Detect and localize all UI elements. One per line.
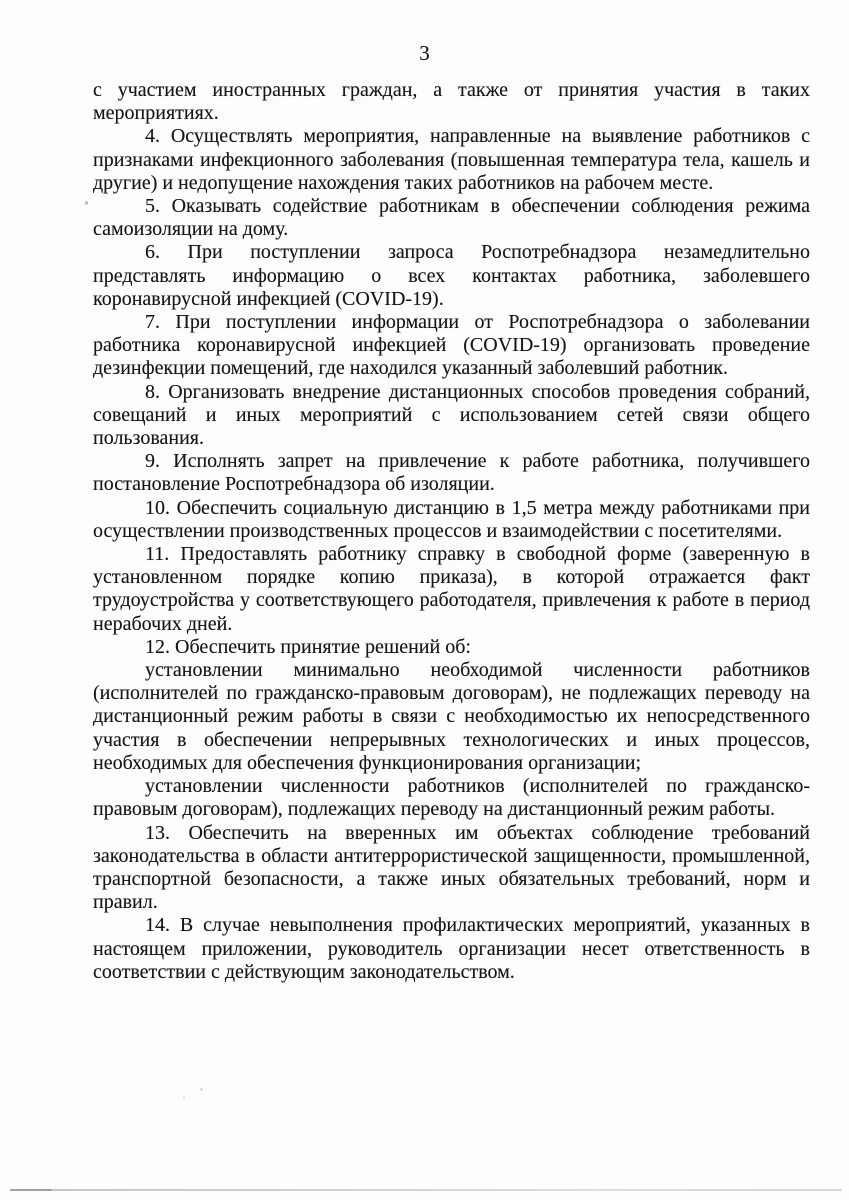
scan-speck [85, 201, 88, 205]
paragraph-item-8: 8. Организовать внедрение дистанционных способов проведения собраний, совещаний и иных мероприятий с использованием сетей связи общего пользования. [93, 380, 810, 450]
scan-speck [183, 1096, 185, 1099]
paragraph-item-9: 9. Исполнять запрет на привлечение к работе работника, получившего постановление Роспотребнадзора об изоляции. [93, 450, 810, 496]
paragraph-item-12-sub-2: установлении численности работников (исполнителей по гражданско-правовым договорам), подлежащих переводу на дистанционный режим работы. [93, 775, 810, 821]
paragraph-item-5: 5. Оказывать содействие работникам в обеспечении соблюдения режима самоизоляции на дому. [93, 195, 810, 241]
scan-speck [200, 1088, 203, 1091]
page-number: 3 [419, 41, 430, 65]
paragraph-item-4: 4. Осуществлять мероприятия, направленные на выявление работников с признаками инфекционного заболевания (повышенная температура тела, кашель и другие) и недопущение нахождения таких работников на рабочем месте. [93, 125, 810, 194]
paragraph-item-13: 13. Обеспечить на вверенных им объектах соблюдение требований законодательства в области антитеррористической защищенности, промышленной, транспортной безопасности, а также иных обязательных требований, норм и правил. [93, 821, 810, 914]
document-body [93, 79, 810, 984]
paragraph-item-6: 6. При поступлении запроса Роспотребнадзора незамедлительно представлять информацию о всех контактах работника, заболевшего коронавирусной инфекцией (COVID-19). [93, 241, 810, 310]
paragraph-item-14: 14. В случае невыполнения профилактических мероприятий, указанных в настоящем приложении, руководитель организации несет ответственность в соответствии с действующим законодательством. [93, 914, 810, 983]
paragraph-item-12: 12. Обеспечить принятие решений об: [145, 635, 471, 658]
paragraph-item-7: 7. При поступлении информации от Роспотребнадзора о заболевании работника коронавирусной инфекцией (COVID-19) организовать проведение дезинфекции помещений, где находился указанный заболевший работник. [93, 311, 810, 380]
scan-edge-artifact [10, 1189, 842, 1191]
paragraph-item-11: 11. Предоставлять работнику справку в свободной форме (заверенную в установленном порядке копию приказа), в которой отражается факт трудоустройства у соответствующего работодателя, привлечения к работе в период нерабочих дней. [93, 543, 810, 635]
paragraph-item-12-sub-1: установлении минимально необходимой численности работников (исполнителей по гражданско-правовым договорам), не подлежащих переводу на дистанционный режим работы в связи с необходимостью их непосредственного участия в обеспечении непрерывных технологических и иных процессов, необходимых для обеспечения функционирования организации; [93, 659, 810, 774]
paragraph-continuation: с участием иностранных граждан, а также от принятия участия в таких мероприятиях. [93, 79, 810, 125]
paragraph-item-10: 10. Обеспечить социальную дистанцию в 1,5 метра между работниками при осуществлении производственных процессов и взаимодействии с посетителями. [93, 496, 810, 542]
